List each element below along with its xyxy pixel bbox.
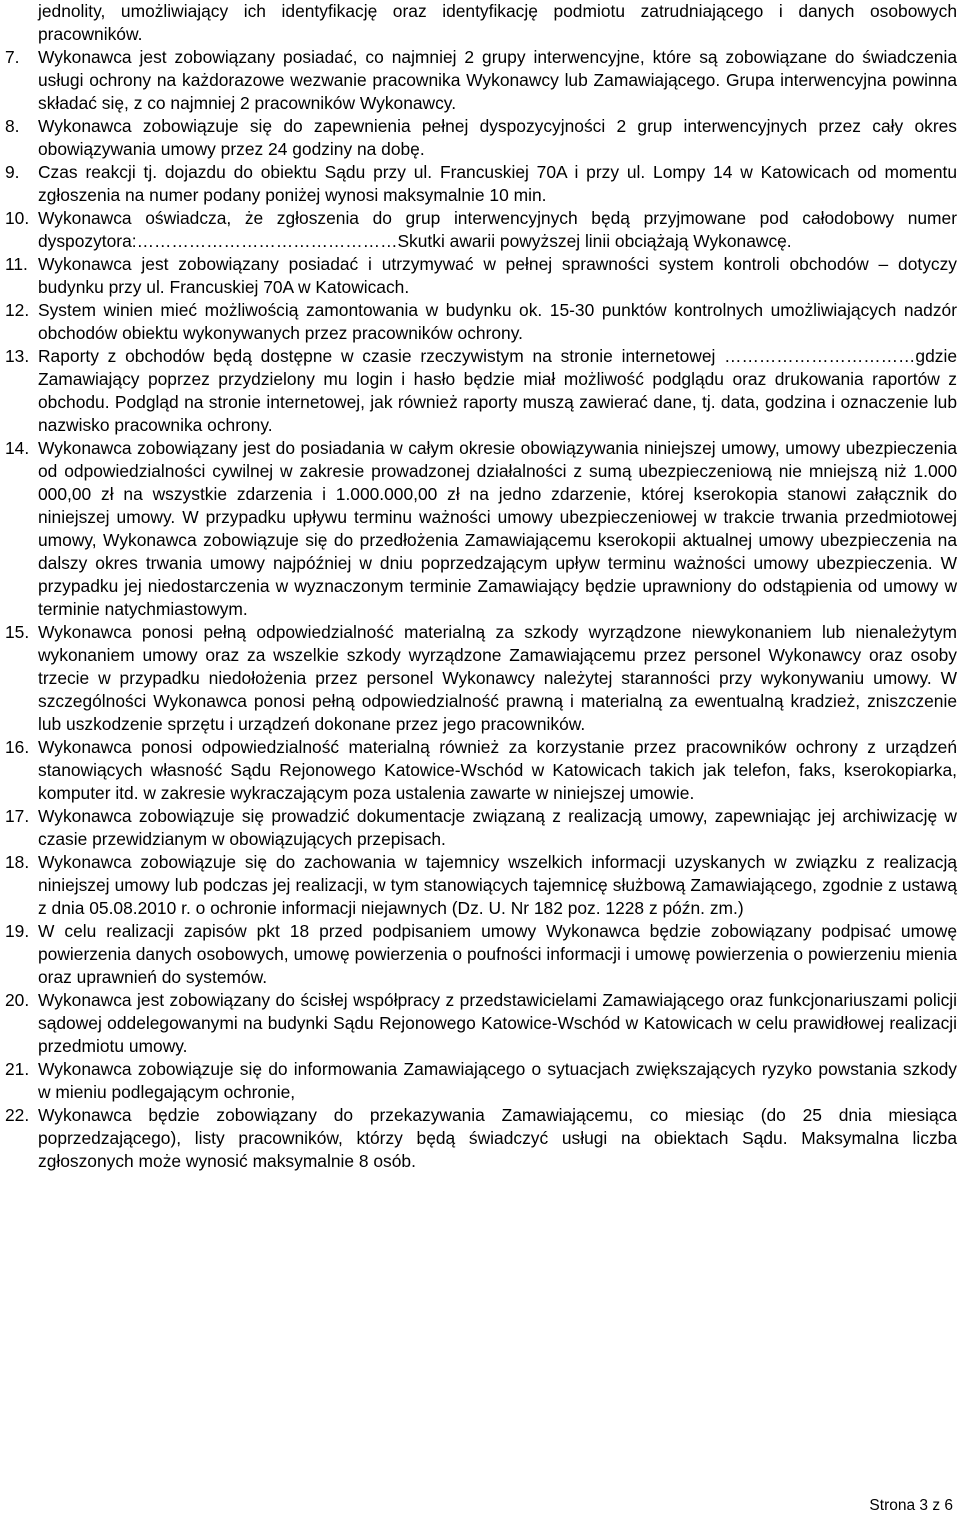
list-item-text: Wykonawca jest zobowiązany posiadać, co najmniej 2 grupy interwencyjne, które są zobowiązane do świadczenia usługi ochrony na każdorazowe wezwanie pracownika Wykonawcy lub Zamawiającego. Grupa interwencyjna powinna składać się, z co najmniej 2 pracowników Wykonawcy.	[38, 47, 957, 113]
list-item	[5, 736, 957, 805]
list-item	[5, 345, 957, 437]
list-item-text: Wykonawca zobowiązany jest do posiadania w całym okresie obowiązywania niniejszej umowy, umowy ubezpieczenia od odpowiedzialności cywilnej w zakresie prowadzonej działalności z sumą ubezpieczeniową nie mniejszą niż 1.000 000,00 zł na wszystkie zdarzenia i 1.000.000,00 zł na jedno zdarzenie, której kserokopia stanowi załącznik do niniejszej umowy. W przypadku upływu terminu ważności umowy ubezpieczeniowej w trakcie trwania przedmiotowej umowy, Wykonawca zobowiązuje się do przedłożenia Zamawiającemu kserokopii aktualnej umowy ubezpieczenia na dalszy okres trwania umowy najpóźniej w dniu poprzedzającym upływ terminu ważności umowy ubezpieczenia. W przypadku jej niedostarczenia w wyznaczonym terminie Zamawiający będzie uprawniony do odstąpienia od umowy w terminie natychmiastowym.	[38, 438, 957, 619]
list-item	[5, 253, 957, 299]
list-item-text: Wykonawca będzie zobowiązany do przekazywania Zamawiającemu, co miesiąc (do 25 dnia miesiąca poprzedzającego), listy pracowników, którzy będą świadczyć usługi na obiektach Sądu. Maksymalna liczba zgłoszonych może wynosić maksymalnie 8 osób.	[38, 1105, 957, 1171]
list-item	[5, 851, 957, 920]
list-item	[5, 920, 957, 989]
list-item-number: 18.	[5, 852, 30, 872]
list-item-number: 8.	[5, 116, 20, 136]
page-number: Strona 3 z 6	[869, 1497, 953, 1514]
list-item-number: 9.	[5, 162, 20, 182]
list-item	[5, 805, 957, 851]
list-item-number: 17.	[5, 806, 30, 826]
list-item	[5, 161, 957, 207]
list-item-text: Wykonawca jest zobowiązany do ścisłej współpracy z przedstawicielami Zamawiającego oraz funkcjonariuszami policji sądowej oddelegowanymi na budynki Sądu Rejonowego Katowice-Wschód w Katowicach w celu prawidłowej realizacji przedmiotu umowy.	[38, 990, 957, 1056]
list-item-number: 15.	[5, 622, 30, 642]
list-item	[5, 207, 957, 253]
list-item	[5, 1058, 957, 1104]
list-item	[5, 46, 957, 115]
list-item	[5, 1104, 957, 1173]
list-item-number: 19.	[5, 921, 30, 941]
list-item-number: 16.	[5, 737, 30, 757]
intro-paragraph: jednolity, umożliwiający ich identyfikację oraz identyfikację podmiotu zatrudniającego i danych osobowych pracowników.	[38, 1, 957, 44]
list-item	[5, 115, 957, 161]
list-item-number: 13.	[5, 346, 30, 366]
list-item-text: Wykonawca zobowiązuje się do zachowania w tajemnicy wszelkich informacji uzyskanych w związku z realizacją niniejszej umowy lub podczas jej realizacji, w tym stanowiących tajemnicę służbową Zamawiającego, zgodnie z ustawą z dnia 05.08.2010 r. o ochronie informacji niejawnych (Dz. U. Nr 182 poz. 1228 z późn. zm.)	[38, 852, 957, 918]
list-item-number: 20.	[5, 990, 30, 1010]
list-item-number: 22.	[5, 1105, 30, 1125]
list-item-number: 14.	[5, 438, 30, 458]
list-item-text: System winien mieć możliwością zamontowania w budynku ok. 15-30 punktów kontrolnych umożliwiających nadzór obchodów obiektu wykonywanych przez pracowników ochrony.	[38, 300, 957, 343]
document-page	[5, 0, 957, 1173]
list-item	[5, 989, 957, 1058]
list-item-number: 11.	[5, 254, 28, 274]
list-item-text: Wykonawca zobowiązuje się do zapewnienia pełnej dyspozycyjności 2 grup interwencyjnych przez cały okres obowiązywania umowy przez 24 godziny na dobę.	[38, 116, 957, 159]
list-item-text: Czas reakcji tj. dojazdu do obiektu Sądu przy ul. Francuskiej 70A i przy ul. Lompy 14 w Katowicach od momentu zgłoszenia na numer podany poniżej wynosi maksymalnie 10 min.	[38, 162, 957, 205]
list-item-text: Wykonawca oświadcza, że zgłoszenia do grup interwencyjnych będą przyjmowane pod całodobowy numer dyspozytora:………………………………………Skutki awarii powyższej linii obciążają Wykonawcę.	[38, 208, 957, 251]
list-item	[5, 437, 957, 621]
list-item-number: 7.	[5, 47, 20, 67]
list-item-number: 12.	[5, 300, 30, 320]
list-item-text: Wykonawca zobowiązuje się do informowania Zamawiającego o sytuacjach zwiększających ryzyko powstania szkody w mieniu podlegającym ochronie,	[38, 1059, 957, 1102]
list-item-text: Wykonawca zobowiązuje się prowadzić dokumentacje związaną z realizacją umowy, zapewniając jej archiwizację w czasie przewidzianym w obowiązujących przepisach.	[38, 806, 957, 849]
list-item	[5, 299, 957, 345]
numbered-list	[5, 46, 957, 1173]
list-item-text: Raporty z obchodów będą dostępne w czasie rzeczywistym na stronie internetowej ……………………………gdzie Zamawiający poprzez przydzielony mu login i hasło będzie miał możliwość podglądu oraz drukowania raportów z obchodu. Podgląd na stronie internetowej, jak również raporty muszą zawierać dane, tj. data, godzina i oznaczenie lub nazwisko pracownika ochrony.	[38, 346, 957, 435]
list-item-text: Wykonawca ponosi odpowiedzialność materialną również za korzystanie przez pracowników ochrony z urządzeń stanowiących własność Sądu Rejonowego Katowice-Wschód w Katowicach takich jak telefon, faks, kserokopiarka, komputer itd. w zakresie wykraczającym poza ustalenia zawarte w niniejszej umowie.	[38, 737, 957, 803]
list-item-text: W celu realizacji zapisów pkt 18 przed podpisaniem umowy Wykonawca będzie zobowiązany podpisać umowę powierzenia danych osobowych, umowę powierzenia o poufności informacji i umowę powierzenia o powierzeniu mienia oraz uprawnień do systemów.	[38, 921, 957, 987]
list-item	[5, 621, 957, 736]
list-item-text: Wykonawca jest zobowiązany posiadać i utrzymywać w pełnej sprawności system kontroli obchodów – dotyczy budynku przy ul. Francuskiej 70A w Katowicach.	[38, 254, 957, 297]
list-item-text: Wykonawca ponosi pełną odpowiedzialność materialną za szkody wyrządzone niewykonaniem lub nienależytym wykonaniem umowy oraz za wszelkie szkody wyrządzone Zamawiającemu przez personel Wykonawcy oraz osoby trzecie w przypadku niedołożenia przez personel Wykonawcy należytej staranności przy wykonywaniu umowy. W szczególności Wykonawca ponosi pełną odpowiedzialność prawną i materialną za ewentualną kradzież, zniszczenie lub uszkodzenie sprzętu i urządzeń dokonane przez jego pracowników.	[38, 622, 957, 734]
list-item-number: 21.	[5, 1059, 30, 1079]
list-item-number: 10.	[5, 208, 30, 228]
